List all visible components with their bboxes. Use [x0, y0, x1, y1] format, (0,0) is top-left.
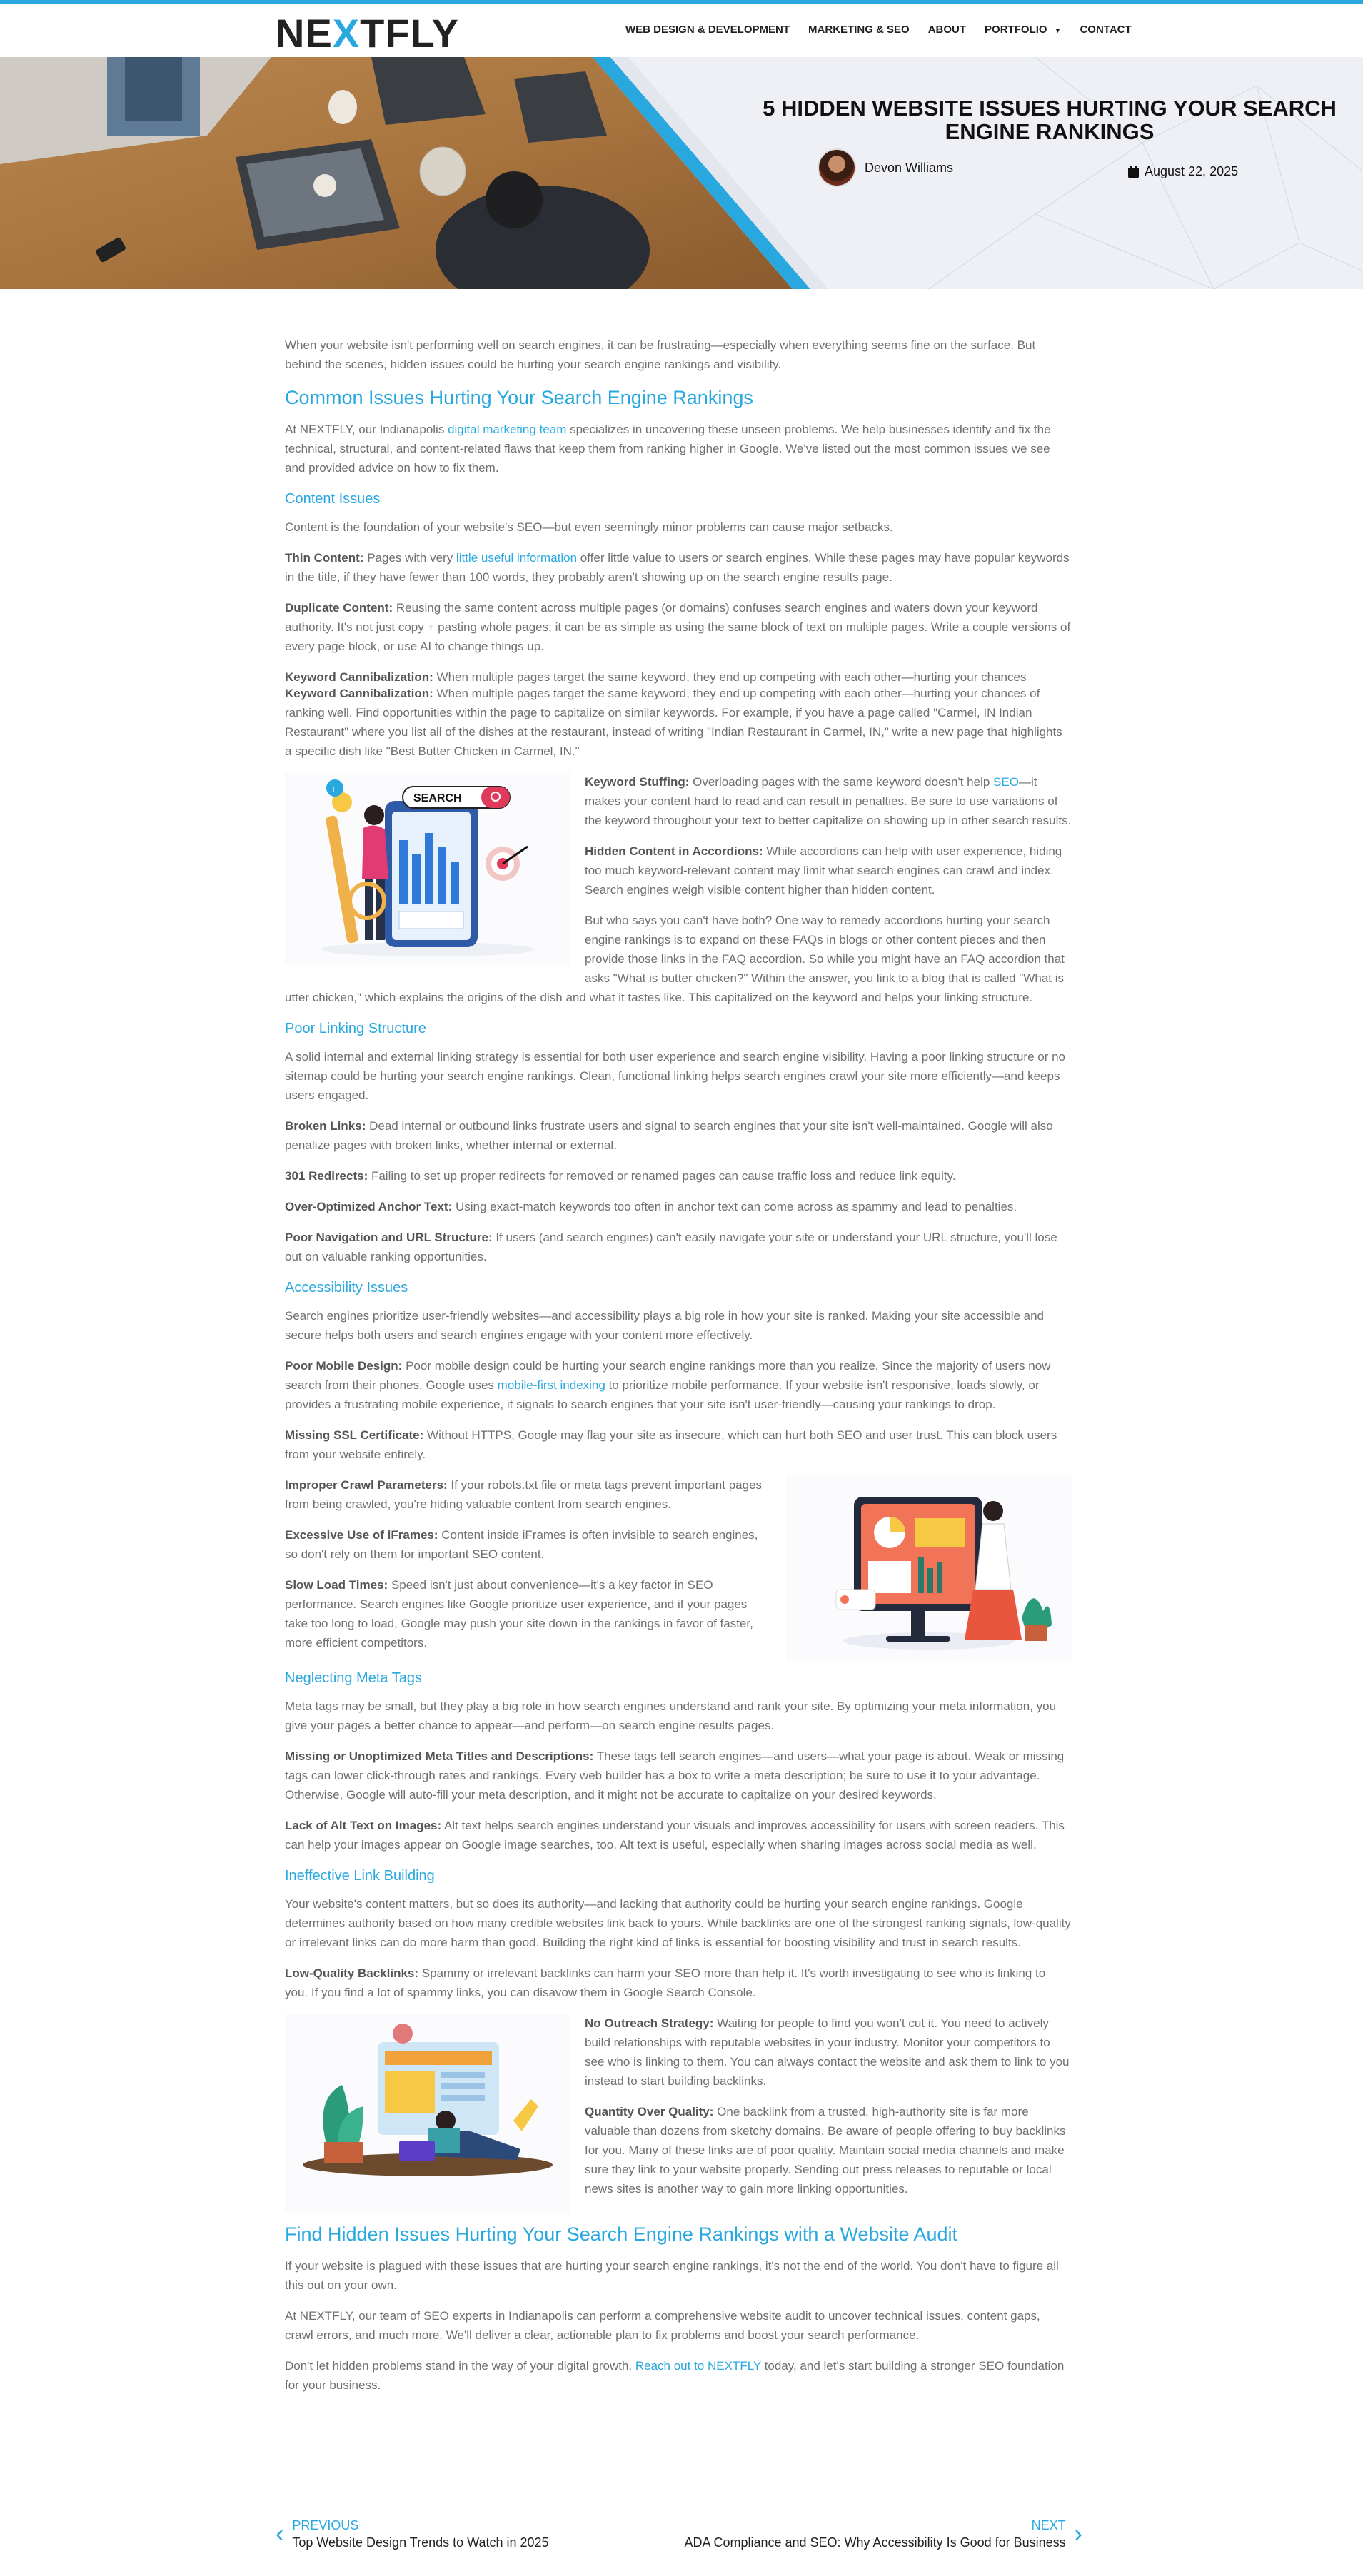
- chevron-right-icon: ›: [1074, 2520, 1082, 2547]
- common-paragraph: At NEXTFLY, our Indianapolis digital marketing team specializes in uncovering these unseen problems. We help businesses identify and fix the technical, structural, and content-related flaws that keep them from ranking higher in Google. We've listed out the most common issues we see and provided advice on how to fix them.: [285, 423, 1051, 475]
- iframes-paragraph: Excessive Use of iFrames: Content inside iFrames is often invisible to search engines, so don't rely on them for important SEO content.: [285, 1528, 758, 1561]
- keyword-stuffing-paragraph: Keyword Stuffing: Overloading pages with the same keyword doesn't help SEO—it makes your content hard to read and can result in penalties. Be sure to use variations of the keyword throughout your text to better capitalize on showing up in other search results.: [585, 775, 1072, 827]
- intro-paragraph: When your website isn't performing well on search engines, it can be frustrating—especially when everything seems fine on the surface. But behind the scenes, hidden issues could be hurting your search engine rankings and visibility.: [285, 338, 1036, 371]
- thin-content-paragraph: Thin Content: Pages with very little useful information offer little value to users or search engines. While these pages may have popular keywords in the title, if they have fewer than 100 words, they probably aren't showing up on the search engine results page.: [285, 551, 1070, 584]
- hero-banner: [0, 57, 1363, 289]
- ssl-paragraph: Missing SSL Certificate: Without HTTPS, Google may flag your site as insecure, which can hurt both SEO and user trust. This can block users from your website entirely.: [285, 1428, 1057, 1461]
- heading-accessibility: Accessibility Issues: [285, 1280, 408, 1295]
- logo-text-right: TFLY: [360, 11, 459, 56]
- low-quality-backlinks-paragraph: Low-Quality Backlinks: Spammy or irrelevant backlinks can harm your SEO more than help it. It's worth investigating to see who is linking to you. If you find a lot of spammy links, you can disavow them in Google Search Console.: [285, 1966, 1046, 1999]
- nav-contact[interactable]: CONTACT: [1080, 24, 1132, 36]
- link-reach-out[interactable]: Reach out to NEXTFLY: [635, 2359, 761, 2373]
- post-author[interactable]: [818, 148, 953, 187]
- svg-text:SEARCH: SEARCH: [413, 792, 462, 804]
- heading-link-building: Ineffective Link Building: [285, 1868, 435, 1884]
- heading-linking-structure: Poor Linking Structure: [285, 1021, 426, 1036]
- alt-text-paragraph: Lack of Alt Text on Images: Alt text helps search engines understand your visuals and improves accessibility for users with screen readers. This can help your images appear on Google image searches, too. Alt text is useful, especially when sharing images across social media as well.: [285, 1819, 1065, 1852]
- nav-portfolio[interactable]: [985, 24, 1061, 36]
- previous-label: PREVIOUS: [292, 2518, 359, 2532]
- page-title: 5 HIDDEN WEBSITE ISSUES HURTING YOUR SEARCH ENGINE RANKINGS: [763, 96, 1337, 144]
- outreach-paragraph: No Outreach Strategy: Waiting for people to find you won't cut it. You need to actively build relationships with reputable websites in your industry. Monitor your competitors to see who is linking to them. You can always contact the website and ask them to link to you instead to start building backlinks.: [585, 2016, 1070, 2088]
- svg-text:+: +: [331, 783, 337, 794]
- avatar: [818, 148, 856, 187]
- navigation-url-paragraph: Poor Navigation and URL Structure: If users (and search engines) can't easily navigate your site or understand your URL structure, you'll lose out on valuable ranking opportunities.: [285, 1231, 1057, 1263]
- crawl-parameters-paragraph: Improper Crawl Parameters: If your robots.txt file or meta tags prevent important pages from being crawled, you're hiding valuable content from search engines.: [285, 1478, 763, 1511]
- slow-load-paragraph: Slow Load Times: Speed isn't just about convenience—it's a key factor in SEO performance. Search engines like Google prioritize user experience, and if your pages take too long to load, Google may push your site down in the rankings in favor of faster, more efficient competitors.: [285, 1578, 753, 1650]
- audit-paragraph-1: If your website is plagued with these issues that are hurting your search engine rankings, it's not the end of the world. You don't have to figure all this out on your own.: [285, 2259, 1059, 2292]
- calendar-icon: [1128, 166, 1139, 178]
- audit-paragraph-2: At NEXTFLY, our team of SEO experts in Indianapolis can perform a comprehensive website audit to uncover technical issues, content gaps, crawl errors, and much more. We'll deliver a clear, actionable plan to fix problems and boost your search performance.: [285, 2309, 1040, 2342]
- previous-title: Top Website Design Trends to Watch in 2025: [292, 2535, 549, 2550]
- cannibalization-paragraph: Keyword Cannibalization: When multiple pages target the same keyword, they end up competing with each other—hurting your chances of ranking well. Find opportunities within the page to capitalize on similar keywords. For example, if you have a page called "Carmel, IN Indian Restaurant" where you list all of the dishes at the restaurant, instead of writing "Indian Restaurant in Carmel, IN," write a new page that highlights a specific dish like "Best Butter Chicken in Carmel, IN.": [285, 687, 1062, 758]
- logo-text-left: NE: [276, 11, 333, 56]
- nav-marketing-seo[interactable]: MARKETING & SEO: [808, 24, 910, 36]
- accordions-paragraph: Hidden Content in Accordions: While accordions can help with user experience, hiding too much keyword-relevant content may limit what search engines can crawl and index. Search engines weigh visible content higher than hidden content.: [585, 844, 1062, 896]
- link-building-intro: Your website's content matters, but so does its authority—and lacking that authority could be hurting your search engine rankings. Google determines authority based on how many credible websites link back to yours. While backlinks are one of the strongest ranking signals, low-quality or irrelevant links can do more harm than good. Building the right kind of links is essential for boosting visibility and trust in search results.: [285, 1897, 1071, 1949]
- next-post-text: [684, 2517, 1065, 2551]
- linking-intro: A solid internal and external linking strategy is essential for both user experience and search engine visibility. Having a poor linking structure or no sitemap could be hurting your search engine rankings. Clean, functional linking helps search engines crawl your site more efficiently—and keeps users engaged.: [285, 1050, 1066, 1102]
- audit-paragraph-3: Don't let hidden problems stand in the way of your digital growth. Reach out to NEXTFLY today, and let's start building a stronger SEO foundation for your business.: [285, 2359, 1065, 2392]
- caret-down-icon: ▼: [1054, 27, 1062, 35]
- nav-about[interactable]: ABOUT: [927, 24, 967, 36]
- cannibalization-cut-line: Keyword Cannibalization: When multiple pages target the same keyword, they end up competing with each other—hurting your chances: [285, 670, 1027, 684]
- duplicate-content-paragraph: Duplicate Content: Reusing the same content across multiple pages (or domains) confuses search engines and waters down your keyword authority. It's not just copy + pasting whole pages; it can be as simple as using the same block of text on multiple pages. Write a couple versions of every page block, or use AI to change things up.: [285, 601, 1071, 653]
- content-intro: Content is the foundation of your website's SEO—but even seemingly minor problems can cause major setbacks.: [285, 520, 893, 534]
- date-text: August 22, 2025: [1145, 164, 1239, 178]
- redirects-paragraph: 301 Redirects: Failing to set up proper redirects for removed or renamed pages can cause traffic loss and reduce link equity.: [285, 1169, 956, 1183]
- author-name: Devon Williams: [865, 160, 954, 175]
- heading-website-audit: Find Hidden Issues Hurting Your Search Engine Rankings with a Website Audit: [285, 2223, 958, 2245]
- chevron-left-icon: ‹: [276, 2520, 284, 2547]
- link-little-useful-information[interactable]: little useful information: [456, 551, 578, 565]
- meta-titles-paragraph: Missing or Unoptimized Meta Titles and Descriptions: These tags tell search engines—and users—what your page is about. Weak or missing tags can lower click-through rates and rankings. Every web builder has a box to write a meta description; be sure to use it to your advantage. Otherwise, Google will auto-fill your meta description, and it might not be accurate to capitalize on your desired keywords.: [285, 1749, 1065, 1802]
- previous-post-text: [292, 2517, 548, 2551]
- heading-meta-tags: Neglecting Meta Tags: [285, 1670, 422, 1686]
- logo-text-x: X: [332, 11, 361, 56]
- link-seo[interactable]: SEO: [993, 775, 1019, 789]
- search-illustration: [285, 772, 570, 965]
- main-nav: [625, 24, 1132, 36]
- post-date: [1128, 164, 1238, 179]
- accordions-remedy-paragraph: But who says you can't have both? One way to remedy accordions hurting your search engine rankings is to expand on these FAQs in blogs or other content pieces and then provide those links in the FAQ accordion. So while you might have an FAQ accordion that asks "What is butter chicken?" Within the answer, you link to a blog that is called "What is utter chicken," which explains the origins of the dish and what it tastes like. This capitalized on the keyword and helps your linking structure.: [285, 914, 1065, 1004]
- post-navigation: [276, 2512, 1082, 2555]
- site-header: [0, 4, 1363, 57]
- mobile-design-paragraph: Poor Mobile Design: Poor mobile design could be hurting your search engine rankings more than you realize. Since the majority of users now search from their phones, Google uses mobile-first indexing to prioritize mobile performance. If your website isn't responsive, loads slowly, or provides a frustrating mobile experience, it signals to search engines that your site isn't user-friendly—causing your rankings to drop.: [285, 1359, 1051, 1411]
- article-body: [285, 335, 1072, 2406]
- accessibility-intro: Search engines prioritize user-friendly websites—and accessibility plays a big role in how your site is ranked. Making your site accessible and secure helps both users and search engines engage with your content more effectively.: [285, 1309, 1045, 1342]
- link-mobile-first-indexing[interactable]: mobile-first indexing: [497, 1378, 605, 1392]
- broken-links-paragraph: Broken Links: Dead internal or outbound links frustrate users and signal to search engines that your site isn't well-maintained. Google will also penalize pages with broken links, whether internal or external.: [285, 1119, 1053, 1152]
- quantity-quality-paragraph: Quantity Over Quality: One backlink from a trusted, high-authority site is far more valuable than dozens from sketchy domains. Be aware of people offering to buy backlinks for you. Many of these links are of poor quality. Maintain social media channels and make sure they link to your website properly. Sending out press releases to reputable or local news sites is another way to gain more linking opportunities.: [585, 2105, 1066, 2196]
- nextfly-logo[interactable]: [276, 11, 459, 56]
- previous-post-link[interactable]: [276, 2512, 549, 2555]
- next-label: NEXT: [1031, 2518, 1066, 2532]
- link-digital-marketing[interactable]: digital marketing team: [448, 423, 567, 436]
- next-title: ADA Compliance and SEO: Why Accessibility Is Good for Business: [684, 2535, 1066, 2550]
- heading-common-issues: Common Issues Hurting Your Search Engine Rankings: [285, 387, 753, 408]
- meta-intro: Meta tags may be small, but they play a big role in how search engines understand and rank your site. By optimizing your meta information, you give your pages a better chance to appear—and perform—on search engine results pages.: [285, 1699, 1057, 1732]
- dashboard-illustration: [786, 1475, 1072, 1661]
- anchor-text-paragraph: Over-Optimized Anchor Text: Using exact-match keywords too often in anchor text can come across as spammy and lead to penalties.: [285, 1200, 1017, 1213]
- heading-content-issues: Content Issues: [285, 491, 381, 507]
- nav-portfolio-label: PORTFOLIO: [985, 24, 1047, 36]
- next-post-link[interactable]: [684, 2512, 1082, 2555]
- laptop-user-illustration: [285, 2014, 570, 2213]
- nav-web-design[interactable]: WEB DESIGN & DEVELOPMENT: [625, 24, 790, 36]
